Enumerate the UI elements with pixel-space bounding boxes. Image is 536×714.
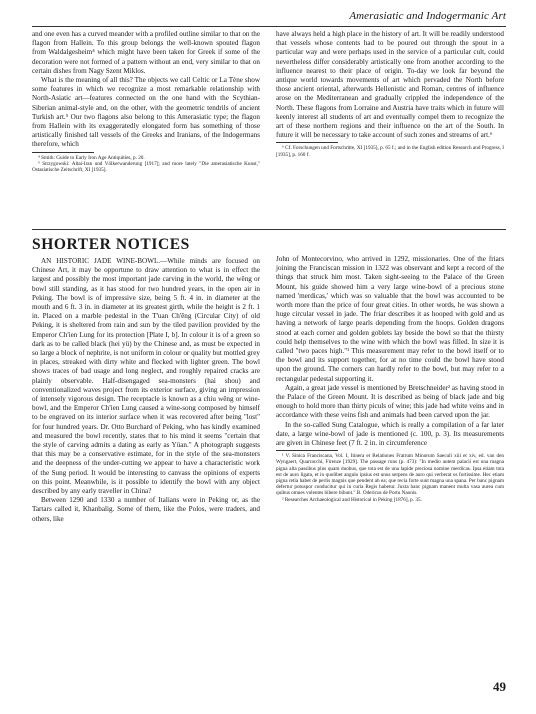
footnote: ² Researches Archaeological and Historical in Peking [1876], p. 35. xyxy=(282,496,422,503)
section-title: SHORTER NOTICES xyxy=(32,236,190,253)
paragraph: What is the meaning of all this? The objects we call Celtic or La Tène show some features in which we recognize a most remarkable relationship with North-Asiatic art—features connected on the one hand with the Scythian-Siberian animal-style and, on the other, with the geometric tendrils of ancient Turkish art.⁵ Our two flagons also belong to this Amerasiatic type; the flagon from Hallein with its exaggeratedly elongated form has something of those artistically finished tall vessels of the Greeks and Iranians, of the Indogermans therefore, which xyxy=(32,76,260,149)
footnote: ⁶ Cf. Forschungen und Fortschritte, XI [1935], p. 65 f.; and in the English edition Research and Progress, I [1935], p. 160 f. xyxy=(276,145,504,158)
header-rule xyxy=(32,26,506,27)
paragraph: have always held a high place in the history of art. It will be readily understood that vessels whose contents had to be poured out through the spout in a particular way and were perhaps used in the service of a particular cult, could nevertheless differ considerably artistically one from another according to the influence nearest to their place of origin. To-day we look far beyond the antique world towards movements of art which pervaded the North before those ancient oriental, afterwards Hellenistic and Roman, centres of influence arose on the Mediterranean and gradually crippled the independence of the North. These flagons from Lorraine and Austria have traits which in future will keenly interest all students of art and eventually compel them to recognize the art of these northern regions and their influence on the art of the South. In future it will be necessary to take account of such zones and streams of art.⁶ xyxy=(276,30,504,140)
top-left-column xyxy=(32,30,260,173)
top-right-column xyxy=(276,30,504,158)
footnote-rule xyxy=(276,142,338,143)
paragraph: AN HISTORIC JADE WINE-BOWL.—While minds are focused on Chinese Art, it may be opportune to draw attention to what is in effect the largest and possibly the most important jade carving in the world, the wêng or bowl still standing, as it has stood for two hundred years, in the open air in Peking. The bowl is of impressive size, being 5 ft. 4 in. in diameter at the mouth and 6 ft. 3 in. in diameter at its greatest girth, while the height is 2 ft. 1 in. Placed on a marble pedestal in the T'uan Ch'êng (Circular City) of old Peking, it is sheltered from rain and sun by the tiled pavilion provided by the Emperor Ch'ien Lung for its protection [Plate I, b]. In colour it is of a green so dark as to be called black (hei yü) by the Chinese and, as must be expected in so large a block of nephrite, is not uniform in colour or quality but mottled grey in places, streaked with dirty white and flecked with lighter green. The bowl shows traces of bad usage and long neglect, and roughly repaired cracks are plainly observable. Half-disengaged sea-monsters (hai shou) and conventionalized waves project from its exterior surface, giving an impression of intensely vigorous design. The receptacle is known as a chiu wêng or wine-bowl, and the Emperor Ch'ien Lung caused a wine-song composed by himself to be engraved on its interior surface when it was recovered after being "lost" for four hundred years. Dr. Otto Burchard of Peking, who has kindly examined and measured the bowl recently, states that to his mind it seems "certain that the style of carving admits a dating as early as Yüan." A photograph suggests that this may be a conservative estimate, for in the style of the sea-monsters and the deepness of the under-cutting we appear to have a characteristic work of the Sung period. It would be interesting to canvass the opinions of experts on this point. Meanwhile, is it possible to identify the bowl with any object described by any early traveller in China? xyxy=(32,257,260,496)
footnotes xyxy=(276,453,504,503)
section-rule xyxy=(32,229,506,230)
footnote-rule xyxy=(276,450,338,451)
footnote-rule xyxy=(32,152,94,153)
footnotes xyxy=(32,155,260,174)
paragraph: Between 1290 and 1330 a number of Italians were in Peking or, as the Tartars called it, Khanbalig. Some of them, like the Polos, were traders, and others, like xyxy=(32,496,260,523)
running-head: Amerasiatic and Indogermanic Art xyxy=(349,10,506,22)
footnote: ⁴ Smith: Guide to Early Iron Age Antiquities, p. 20. xyxy=(38,154,145,161)
page-number: 49 xyxy=(493,679,506,694)
paragraph: In the so-called Sung Catalogue, which is really a compilation of a far later date, a large wine-bowl of jade is mentioned (c. 100, p. 3). Its measurements are given in Chinese feet (7 ft. 2 in. in circumference xyxy=(276,420,504,448)
footnote: ¹ V. Sinica Franciscana, Vol. I, Itinera et Relationes Fratrum Minorum Saeculi xiii et xiv, ed. van den Wyngaert, Quarracchi, Firenze [1929]. The passage runs (p. 473): "In medio autem palacii est una magna pigna alta passibus plus quam duobus, que tota est de una lapide preciosa nomine merdicas. Ipsa etiam tota est de auro ligata, et in quolibet angulo ipsius est unus serpens de auro qui verberat os fortissime. Hec etiam pigna retia habet de perlis magnis que pendent ab ea; que recia forte sunt magna una spana. Per banc pignam defertur potuspor conducitur qui in curia Regis habetur. Juxta hanc pignam manent multa vasa aurea cum quibus omnes volentes bibere bibunt." B. Odericus de Portu Naonis. xyxy=(276,453,504,497)
bottom-left-column xyxy=(32,257,260,524)
bottom-right-column xyxy=(276,255,504,503)
paragraph: Again, a great jade vessel is mentioned by Bretschneider² as having stood in the Palace of the Green Mount. It is described as being of black jade and big enough to hold more than thirty piculs of wine; this jade had white veins and in accordance with these veins fish and animals had been carved upon the jar. xyxy=(276,383,504,420)
footnotes xyxy=(276,145,504,157)
paragraph: and one even has a curved meander with a profiled outline similar to that on the flagon from Hallein. To this group belongs the well-known spouted flagon from Waldalgesheim⁴ which might have been taken for Greek if some of the decoration were not formed of a pattern without an end, very similar to that on certain dishes from Nagy Szent Miklos. xyxy=(32,30,260,75)
paragraph: John of Montecorvino, who arrived in 1292, missionaries. One of the friars joining the Franciscan mission in 1322 was observant and kept a record of the things that struck him most. Taken sight-seeing to the Palace of the Green Mount, his guide showed him a very large wine-bowl of a precious stone named 'merdicas,' which was so valuable that the bowl was accounted to be worth more than the price of four great cities. In other words, he was shown a huge circular vessel in jade. The friar describes it as hooped with gold and as having a network of large pearls depending from the hoops. Golden dragons stood at each corner and golden goblets lay beside the bowl so that the thirsty could help themselves to the wine with which the bowl was filled. In size it is called "two paces high."¹ This measurement may refer to the bowl itself or to the bowl and its support together, for at no time could the bowl have stood upon the ground. The corners can hardly refer to the bowl, but may refer to a rectangular pedestal supporting it. xyxy=(276,255,504,383)
footnote: ⁵ Strzygowski: Altai-Iran und Völkerwanderung [1917]; and more lately "Die amerasiatische Kunst," Ostasiatische Zeitschrift, XI [1935]. xyxy=(32,160,260,174)
